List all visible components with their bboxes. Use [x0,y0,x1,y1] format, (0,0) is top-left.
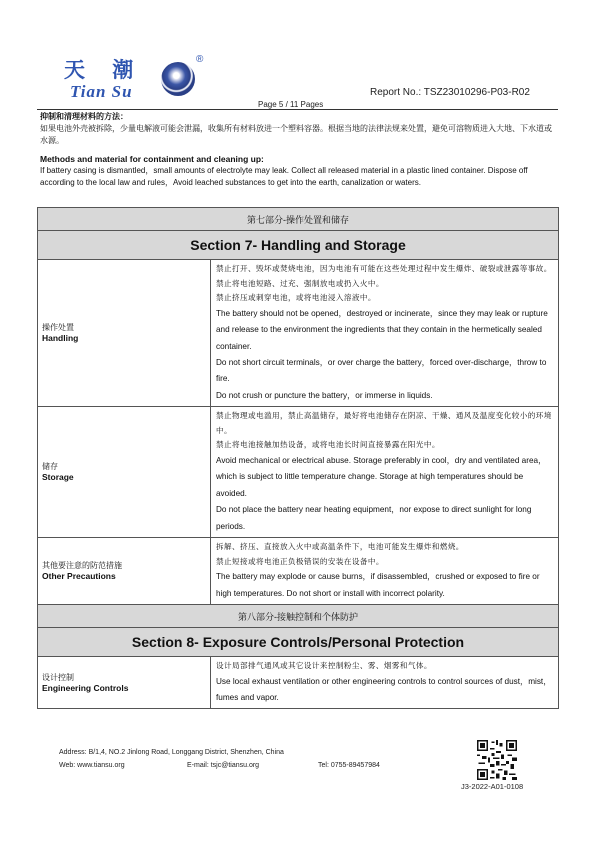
content-en-line: Use local exhaust ventilation or other engineering controls to control sources of dust，mist，fumes and vapor. [216,676,552,703]
row-content [211,657,559,709]
sds-table [37,207,559,709]
row-content [211,407,559,538]
section-8-title-cn: 第八部分-接触控制和个体防护 [38,605,559,628]
table-row [38,407,559,538]
content-en-line: Do not short circuit terminals，or over charge the battery，forced over-discharge，throw to fire. [216,358,547,384]
row-label-cn: 操作处置 [42,323,74,333]
section-8-title-en: Section 8- Exposure Controls/Personal Protection [38,628,559,657]
content-cn-line: 禁止物理或电滥用，禁止高温储存，最好将电池储存在阴凉、干燥、通风及温度变化较小的环境中。 [216,411,552,435]
content-en-line: Avoid mechanical or electrical abuse. Storage preferably in cool，dry and ventilated area，which is subject to little temperature change. Storage at high temperatures should be avoided. [216,456,547,498]
content-cn-line: 拆解、挤压、直接放入火中或高温条件下，电池可能发生爆炸和燃烧。 [216,542,464,552]
logo-english-name: Tian Su [70,82,133,101]
containment-heading-en: Methods and material for containment and cleaning up: [40,153,264,164]
table-row [38,538,559,605]
content-cn-line: 禁止打开、毁坏或焚烧电池，因为电池有可能在这些处理过程中发生爆炸、破裂或泄露等事故。 [216,264,552,273]
registered-mark: ® [196,54,204,65]
content-cn-line: 禁止将电池短路、过充、强制放电或扔入火中。 [216,278,384,288]
table-row [38,657,559,709]
qr-code-icon [477,740,517,780]
header-divider [37,109,558,110]
content-cn-line: 禁止短接或将电池正负极错误的安装在设备中。 [216,556,384,566]
row-label-en: Storage [42,472,74,483]
row-label-cn: 设计控制 [42,672,74,682]
footer-tel: Tel: 0755-89457984 [318,762,380,769]
containment-heading-cn: 抑制和清理材料的方法： [40,112,128,121]
content-en-line: Do not crush or puncture the battery，or immerse in liquids. [216,390,433,400]
company-logo [64,52,204,104]
row-label-cn: 其他要注意的防范措施 [42,561,122,571]
row-label [38,260,211,407]
content-en-line: The battery should not be opened，destroyed or incinerate，since they may leak or rupture and release to the environment the ingredients that they contain in the hermetically sealed container. [216,308,548,351]
row-label [38,657,211,709]
document-code: J3-2022-A01-0108 [461,782,524,791]
footer-address: Address: B/1,4, NO.2 Jinlong Road, Longgang District, Shenzhen, China [59,749,284,756]
footer [59,746,380,772]
section-7-title-en: Section 7- Handling and Storage [38,231,559,260]
row-label-en: Engineering Controls [42,682,129,693]
content-en-line: Do not place the battery near heating equipment，nor expose to direct sunlight for long periods. [216,505,532,531]
page-number: Page 5 / 11 Pages [258,100,324,109]
table-row [38,260,559,407]
row-content [211,260,559,407]
footer-web: Web: www.tiansu.org [59,762,125,769]
logo-chinese-name: 天 潮 [64,57,144,82]
content-cn-line: 禁止挤压或刺穿电池，或将电池浸入溶液中。 [216,293,376,303]
content-en-line: The battery may explode or cause burns，if disassembled，crushed or exposed to fire or high temperatures. Do not short or install with incorrect polarity. [216,572,540,598]
containment-text-cn: 如果电池外壳被拆除，少量电解液可能会泄漏，收集所有材料放进一个塑料容器。根据当地的法律法规来处置，避免可溶物质进入大地、下水道或水源。 [40,124,552,146]
row-label [38,538,211,605]
footer-email: E-mail: tsjc@tiansu.org [187,762,260,769]
row-content [211,538,559,605]
containment-text-en: If battery casing is dismantled，small amounts of electrolyte may leak. Collect all released material in a plastic lined container. Dispose off according to the local law and rules，Avoid leached substances to get into the earth, canalization or waters. [40,165,528,188]
logo-seal-icon [161,62,195,96]
containment-methods [40,111,555,189]
row-label-en: Other Precautions [42,571,116,582]
row-label [38,407,211,538]
report-number: Report No.: TSZ23010296-P03-R02 [370,87,530,98]
row-label-en: Handling [42,333,79,344]
row-label-cn: 储存 [42,462,58,472]
section-7-title-cn: 第七部分-操作处置和储存 [38,208,559,231]
content-cn-line: 设计局部排气通风或其它设计来控制粉尘、雾、烟雾和气体。 [216,661,432,671]
content-cn-line: 禁止将电池接触加热设备，或将电池长时间直接暴露在阳光中。 [216,440,440,450]
